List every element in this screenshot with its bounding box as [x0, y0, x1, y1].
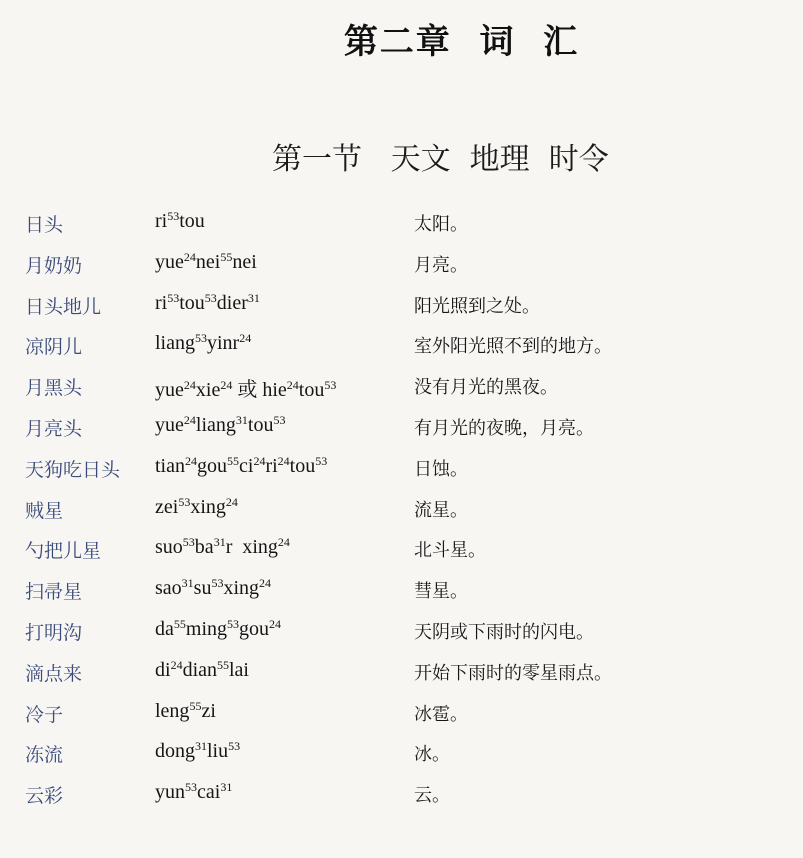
- entry-gloss: 室外阳光照不到的地方。: [414, 336, 612, 358]
- syllable: tou: [179, 210, 205, 232]
- entry-pronunciation: [155, 210, 205, 233]
- tone-number: 24: [183, 412, 196, 427]
- tone-number: 53: [167, 209, 180, 223]
- vocabulary-entry: [0, 532, 803, 573]
- entry-gloss: 冰。: [414, 744, 450, 766]
- syllable: gou: [239, 617, 270, 640]
- syllable: yun: [155, 781, 185, 804]
- tone-number: 53: [273, 412, 286, 427]
- entry-term: 月亮头: [25, 417, 83, 440]
- entry-gloss: 有月光的夜晚，月亮。: [414, 417, 594, 439]
- entry-pronunciation: [155, 577, 271, 600]
- vocabulary-entry: [0, 206, 803, 247]
- syllable: sao: [155, 577, 182, 600]
- tone-number: 24: [286, 378, 299, 393]
- syllable: tou: [289, 454, 316, 477]
- syllable: yue: [155, 250, 184, 273]
- syllable: liang: [155, 332, 195, 355]
- entry-term: 冷子: [25, 703, 64, 726]
- vocabulary-entry: [0, 573, 803, 614]
- entry-term: 贼星: [25, 499, 64, 522]
- syllable: ci: [239, 454, 254, 477]
- vocabulary-list: [0, 206, 803, 818]
- syllable: da: [155, 617, 174, 640]
- tone-number: 24: [225, 494, 238, 509]
- entry-term: 月黑头: [25, 377, 83, 400]
- entry-term: 凉阴儿: [25, 336, 83, 359]
- syllable: dian: [182, 658, 217, 681]
- tone-number: 31: [247, 290, 260, 305]
- section-title: 第一节 天文 地理 时令: [272, 142, 609, 177]
- syllable: leng: [155, 699, 190, 722]
- syllable: dier: [216, 291, 248, 314]
- entry-term: 冻流: [25, 744, 64, 767]
- tone-number: 24: [259, 576, 272, 591]
- entry-gloss: 流星。: [414, 499, 468, 521]
- syllable: xie: [195, 379, 221, 402]
- syllable: 或 hie: [232, 379, 287, 402]
- entry-pronunciation: [155, 292, 260, 315]
- tone-number: 53: [228, 739, 241, 754]
- entry-pronunciation: [155, 496, 238, 519]
- syllable: lai: [229, 658, 249, 681]
- tone-number: 24: [183, 249, 196, 264]
- syllable: tian: [155, 454, 185, 477]
- tone-number: 53: [185, 780, 197, 795]
- syllable: zei: [155, 495, 179, 518]
- syllable: r xing: [225, 536, 278, 559]
- entry-gloss: 北斗星。: [414, 540, 486, 562]
- entry-gloss: 开始下雨时的零星雨点。: [414, 662, 612, 684]
- tone-number: 53: [182, 535, 195, 550]
- tone-number: 53: [315, 453, 328, 468]
- entry-term: 打明沟: [25, 621, 83, 644]
- entry-gloss: 月亮。: [414, 254, 468, 276]
- syllable: suo: [155, 536, 183, 559]
- vocabulary-entry: [0, 736, 803, 777]
- syllable: nei: [232, 250, 257, 273]
- entry-pronunciation: [155, 251, 257, 274]
- entry-term: 勺把儿星: [25, 540, 102, 563]
- entry-term: 扫帚星: [25, 581, 83, 604]
- tone-number: 31: [181, 576, 194, 591]
- tone-number: 53: [227, 616, 240, 631]
- syllable: yue: [155, 379, 184, 402]
- entry-pronunciation: [155, 618, 281, 641]
- tone-number: 53: [178, 494, 191, 509]
- entry-term: 日头: [25, 214, 64, 236]
- syllable: cai: [197, 781, 221, 804]
- tone-number: 55: [173, 616, 186, 631]
- entry-pronunciation: [155, 455, 327, 478]
- vocabulary-entry: [0, 288, 803, 329]
- vocabulary-entry: [0, 247, 803, 288]
- entry-pronunciation: [155, 414, 285, 437]
- syllable: liu: [207, 740, 229, 763]
- tone-number: 31: [235, 412, 248, 427]
- syllable: xing: [223, 577, 260, 600]
- entry-gloss: 没有月光的黑夜。: [414, 377, 558, 399]
- tone-number: 24: [239, 331, 252, 346]
- tone-number: 31: [220, 780, 233, 795]
- syllable: dong: [155, 740, 195, 763]
- chapter-title: 第二章 词 汇: [343, 22, 580, 62]
- vocabulary-entry: [0, 655, 803, 696]
- entry-gloss: 太阳。: [414, 214, 468, 235]
- tone-number: 55: [217, 657, 229, 672]
- vocabulary-entry: [0, 451, 803, 492]
- entry-pronunciation: [155, 659, 249, 682]
- tone-number: 24: [220, 378, 233, 393]
- tone-number: 53: [324, 378, 337, 393]
- syllable: di: [155, 658, 171, 681]
- syllable: yinr: [207, 332, 240, 355]
- tone-number: 53: [167, 290, 180, 305]
- entry-pronunciation: [155, 536, 290, 559]
- tone-number: 24: [277, 453, 290, 468]
- vocabulary-entry: [0, 369, 803, 410]
- syllable: ba: [194, 536, 214, 559]
- entry-pronunciation: [155, 332, 251, 355]
- tone-number: 24: [253, 453, 266, 468]
- syllable: tou: [179, 291, 205, 314]
- entry-term: 天狗吃日头: [25, 458, 121, 481]
- entry-term: 月奶奶: [25, 254, 83, 277]
- vocabulary-entry: [0, 614, 803, 655]
- tone-number: 24: [183, 378, 196, 393]
- syllable: nei: [195, 250, 221, 273]
- entry-gloss: 云。: [414, 785, 450, 807]
- entry-gloss: 天阴或下雨时的闪电。: [414, 621, 594, 643]
- tone-number: 24: [170, 657, 183, 672]
- syllable: liang: [195, 413, 236, 436]
- entry-gloss: 彗星。: [414, 581, 468, 603]
- syllable: tou: [298, 379, 325, 402]
- tone-number: 55: [227, 453, 239, 468]
- tone-number: 53: [195, 331, 207, 346]
- entry-pronunciation: [155, 781, 232, 804]
- tone-number: 24: [185, 453, 197, 468]
- entry-term: 滴点来: [25, 662, 83, 685]
- entry-gloss: 阳光照到之处。: [414, 295, 540, 317]
- entry-gloss: 日蚀。: [414, 458, 468, 480]
- syllable: ming: [185, 617, 228, 640]
- tone-number: 31: [213, 535, 226, 550]
- vocabulary-entry: [0, 410, 803, 451]
- tone-number: 24: [269, 616, 282, 631]
- entry-term: 日头地儿: [25, 295, 102, 318]
- syllable: gou: [197, 454, 227, 477]
- vocabulary-entry: [0, 328, 803, 369]
- syllable: ri: [265, 454, 278, 477]
- syllable: su: [193, 577, 212, 600]
- syllable: tou: [247, 413, 274, 436]
- tone-number: 55: [189, 698, 202, 713]
- tone-number: 53: [204, 290, 217, 305]
- tone-number: 55: [220, 249, 233, 264]
- entry-pronunciation: [155, 700, 216, 723]
- entry-pronunciation: [155, 373, 336, 402]
- vocabulary-entry: [0, 777, 803, 818]
- syllable: yue: [155, 413, 184, 436]
- entry-gloss: 冰雹。: [414, 703, 468, 725]
- syllable: xing: [190, 495, 226, 518]
- tone-number: 31: [195, 739, 207, 754]
- syllable: zi: [201, 699, 216, 722]
- entry-pronunciation: [155, 740, 240, 763]
- syllable: ri: [155, 291, 168, 314]
- syllable: ri: [155, 210, 168, 232]
- vocabulary-entry: [0, 492, 803, 533]
- tone-number: 53: [211, 576, 224, 591]
- entry-term: 云彩: [25, 785, 64, 808]
- vocabulary-entry: [0, 696, 803, 737]
- tone-number: 24: [277, 535, 290, 550]
